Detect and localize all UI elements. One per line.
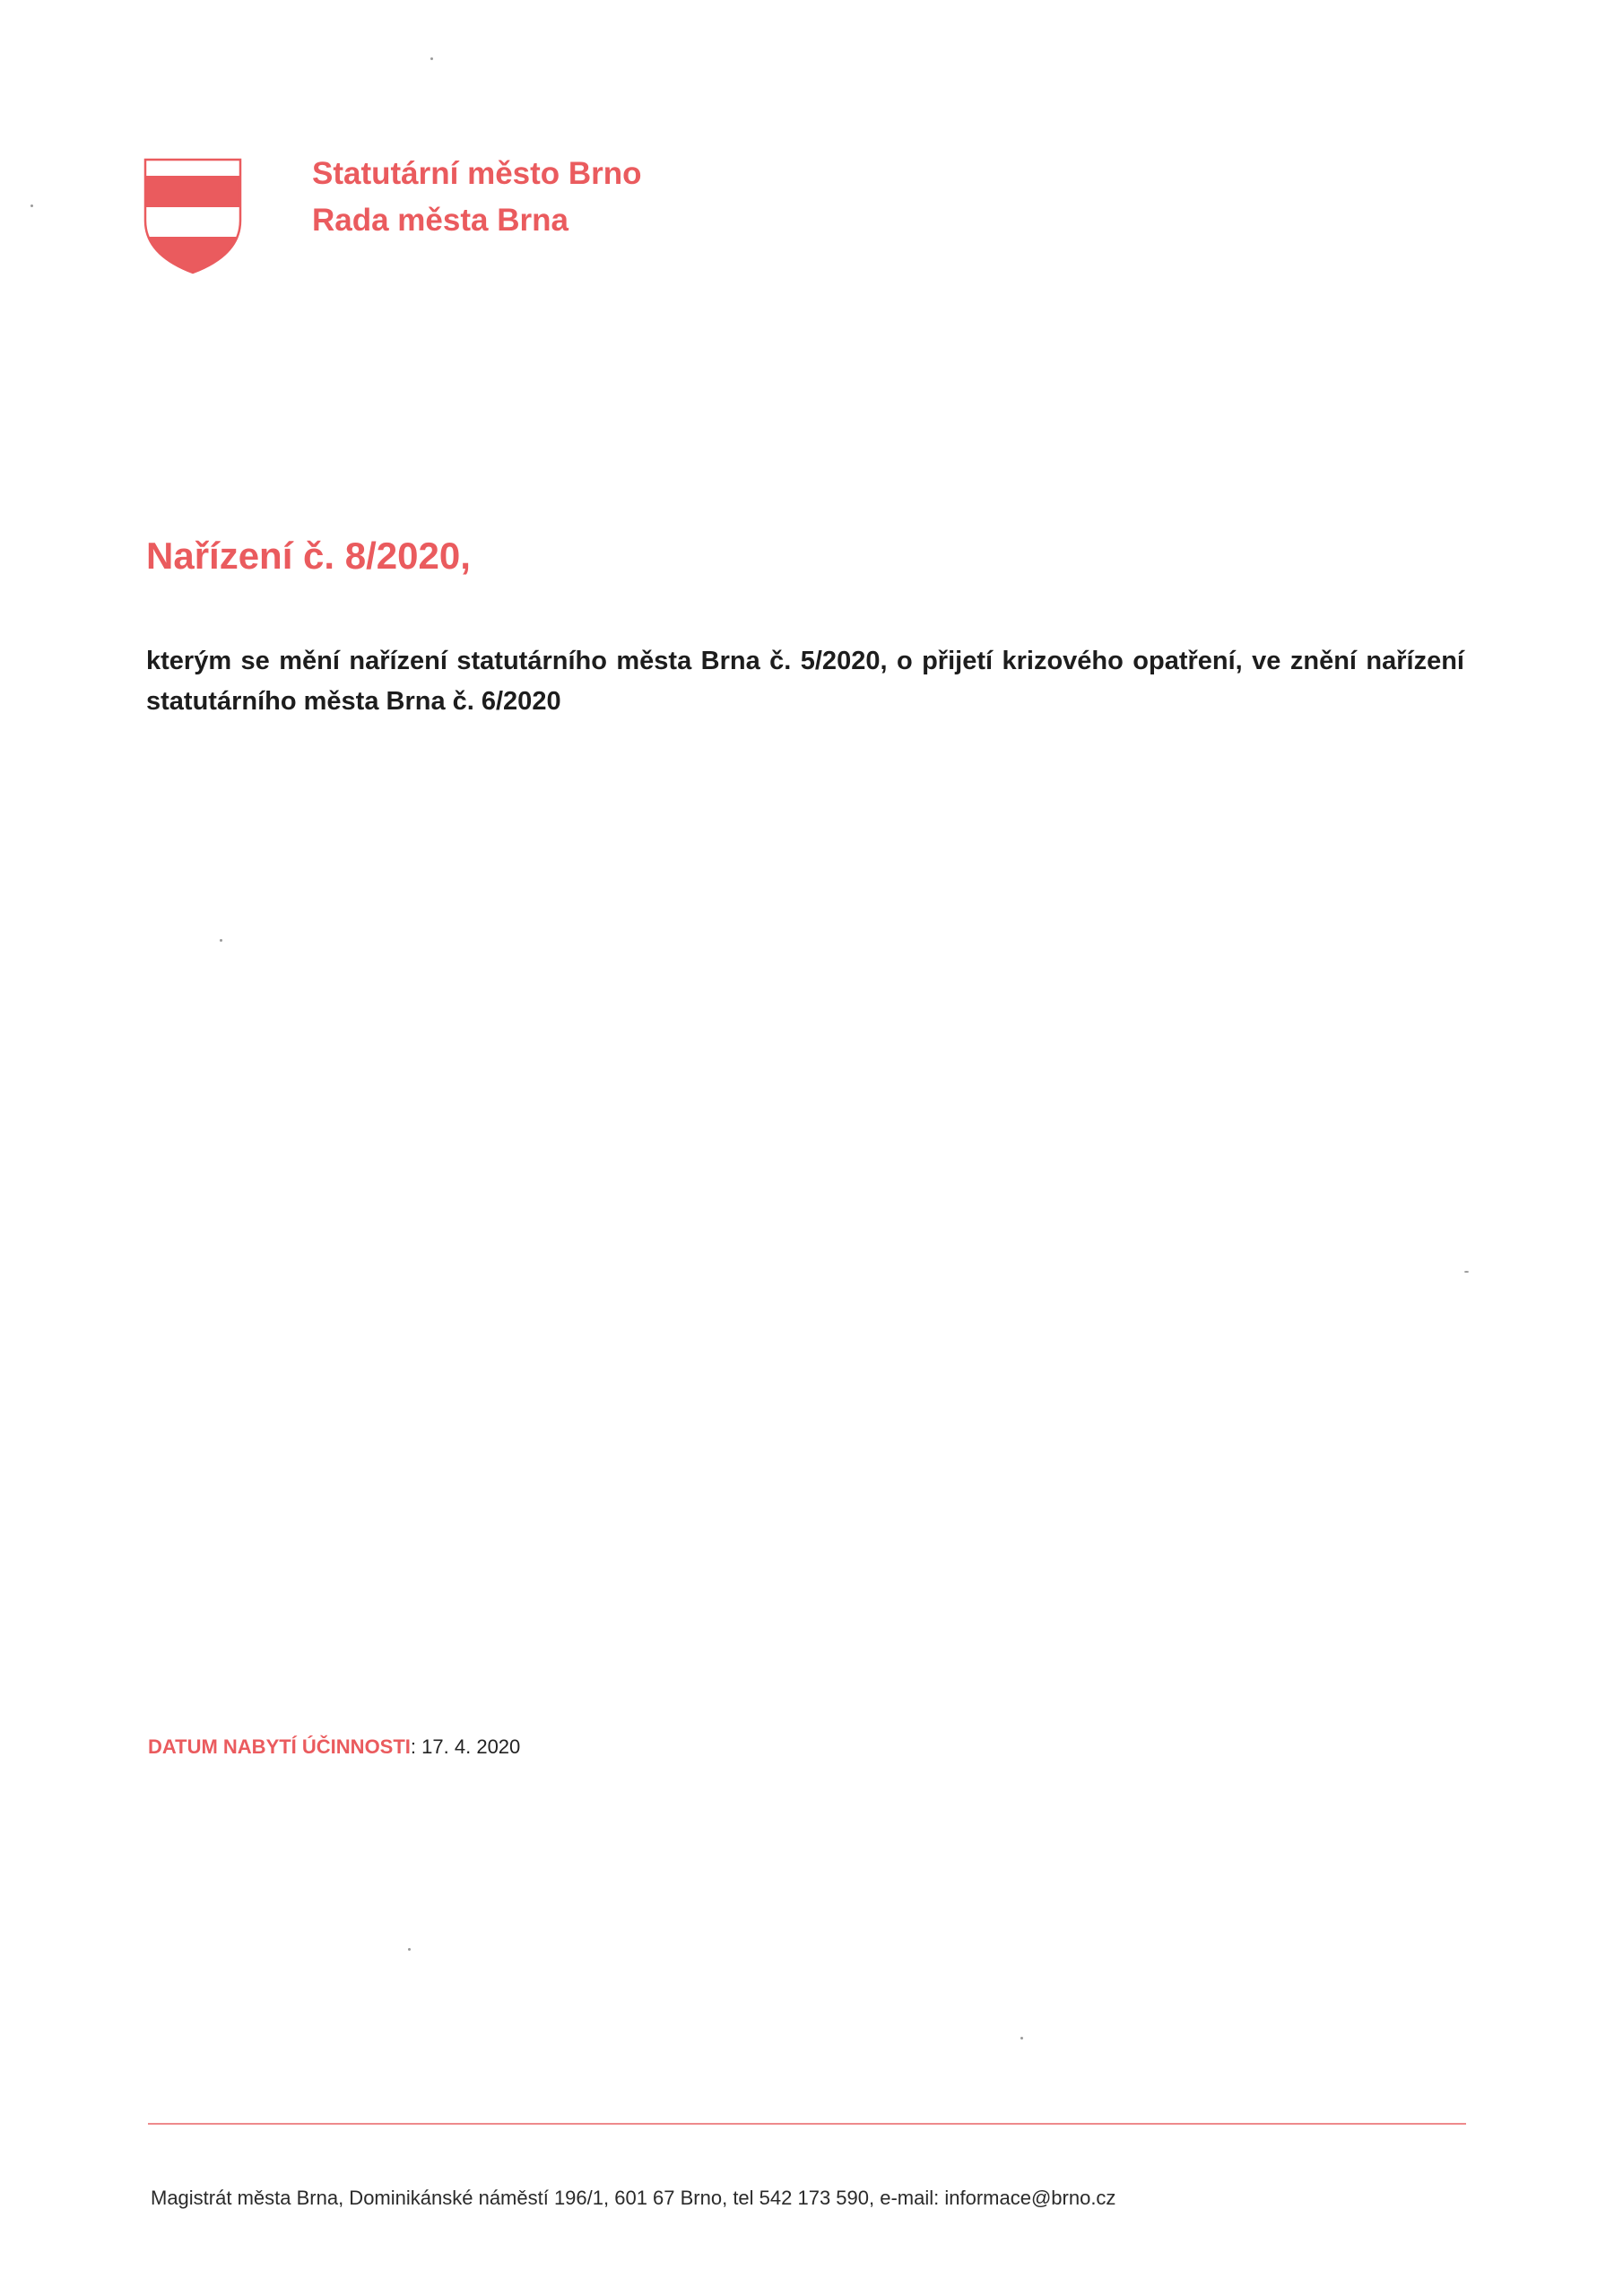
scan-speck [1020, 2037, 1023, 2039]
document-subject: kterým se mění nařízení statutárního města Brna č. 5/2020, o přijetí krizového opatření, ve znění nařízení statutárního města Brna č. 6/2020 [146, 647, 1464, 716]
issuer-block [312, 151, 642, 244]
issuer-council: Rada města Brna [312, 203, 568, 238]
footer-contact: Magistrát města Brna, Dominikánské náměstí 196/1, 601 67 Brno, tel 542 173 590, e-mail: informace@brno.cz [151, 2187, 1116, 2209]
scan-speck [1464, 1271, 1469, 1273]
footer-divider [148, 2123, 1466, 2125]
brno-coat-of-arms-icon [143, 158, 242, 274]
effective-date-line [148, 1735, 520, 1759]
scan-speck [220, 939, 222, 942]
effective-date-separator: : [410, 1735, 417, 1758]
scan-speck [430, 57, 433, 60]
effective-date-value: 17. 4. 2020 [421, 1735, 521, 1758]
scan-speck [30, 204, 33, 207]
document-title: Nařízení č. 8/2020, [146, 535, 471, 577]
effective-date-label: DATUM NABYTÍ ÚČINNOSTI [148, 1735, 411, 1758]
issuer-city: Statutární město Brno [312, 156, 642, 191]
scan-speck [408, 1948, 411, 1951]
